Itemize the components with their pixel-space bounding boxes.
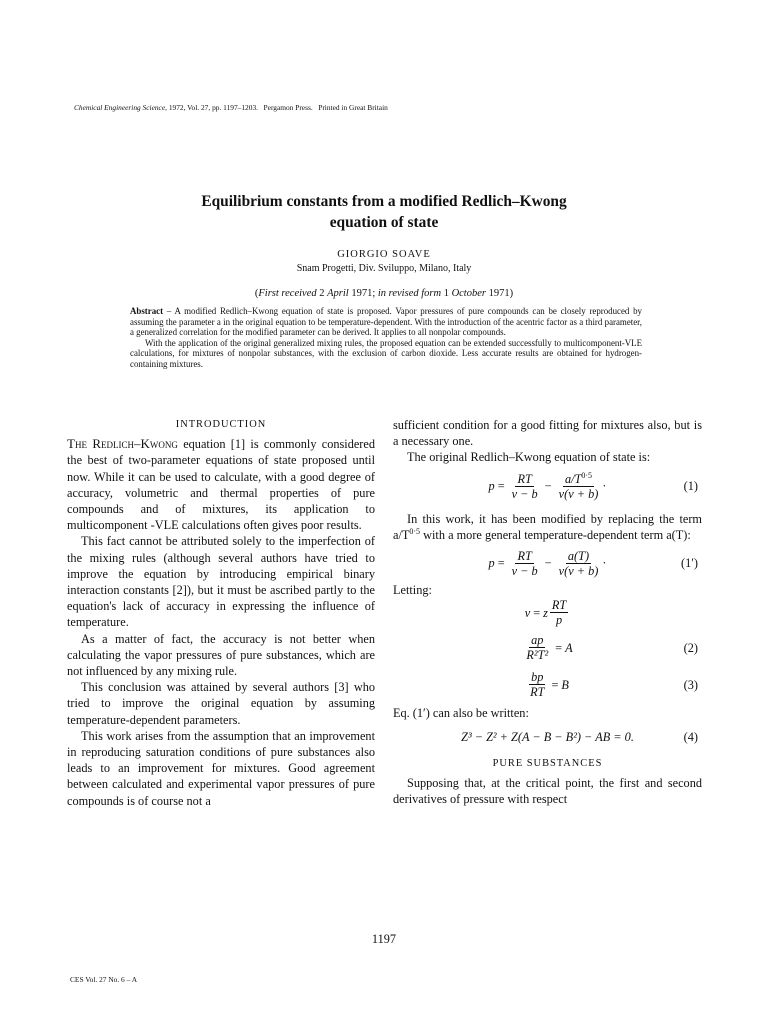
intro-paragraph-4: This conclusion was attained by several authors [3] who tried to improve the original equation by assuming temperature-dependent parameters. <box>67 680 375 727</box>
footer-issue: CES Vol. 27 No. 6 – A <box>70 975 138 984</box>
abstract-paragraph-1: Abstract – A modified Redlich–Kwong equation of state is proposed. Vapor pressures of pure compounds can be closely reproduced by assuming the parameter a in the original equation to be temperature-dependent. With the introduction of the acentric factor as a third parameter, a generalized correlation for the modified parameter can be derived. It applies to all nonpolar compounds. <box>130 306 642 338</box>
left-column <box>67 417 375 809</box>
section-heading-introduction: INTRODUCTION <box>175 419 267 430</box>
author-name: GIORGIO SOAVE <box>337 249 431 260</box>
page-number: 1197 <box>371 932 397 946</box>
journal-printed: Printed in Great Britain <box>318 103 388 112</box>
right-paragraph-3: In this work, it has been modified by replacing the term $a/T^{0\cdot 5}$ with a more general temperature-dependent term a(T): <box>393 511 702 542</box>
journal-publisher: Pergamon Press. <box>263 103 313 112</box>
pure-substances-paragraph: Supposing that, at the critical point, the first and second derivatives of pressure with respect <box>393 775 702 807</box>
equation-2: $\frac{ap}{\text{R²T²}}$ = A (2) <box>526 633 698 663</box>
journal-name: Chemical Engineering Science <box>74 103 166 112</box>
equation-4: Z³ − Z² + Z(A − B − B²) − AB = 0. (4) <box>461 730 698 745</box>
letting-text: Letting: <box>393 583 432 598</box>
intro-paragraph-5: This work arises from the assumption that an improvement in reproducing saturation conditions of pure substances also leads to an improvement for mixtures. Good agreement between calculated and experimental vapor pressures of pure compounds is of course not a <box>67 728 375 808</box>
right-column <box>393 417 702 807</box>
equation-v: v = z $\frac{RT}{p}$ <box>524 598 567 628</box>
author-affiliation: Snam Progetti, Div. Sviluppo, Milano, Italy <box>296 263 472 274</box>
right-paragraph-1: sufficient condition for a good fitting for mixtures also, but is a necessary one. <box>393 418 702 449</box>
intro-paragraph-1: The Redlich–Kwong equation [1] is commonly considered the best of two-parameter equations of state proposed until now. While it can be used to calculate, with a good degree of accuracy, volumetric and thermal properties of pure compounds and of mixtures, its application to multicomponent -VLE calculations often gives poor results. <box>67 436 376 533</box>
abstract <box>130 306 642 370</box>
right-paragraph-2: The original Redlich–Kwong equation of state is: <box>407 450 651 465</box>
equation-number-2: (2) <box>683 640 698 655</box>
equation-3: $\frac{bp}{RT}$ = B (3) <box>530 670 698 700</box>
title-line-2: equation of state <box>329 214 439 231</box>
equation-number-3: (3) <box>683 677 698 692</box>
equation-1-prime: p = $\frac{RT}{v - b}$ − $\frac{a(T)}{v(v + b)}$ · (1′) <box>488 549 698 579</box>
equation-number-1-prime: (1′) <box>680 556 698 571</box>
intro-paragraph-2: This fact cannot be attributed solely to the imperfection of the mixing rules (although several authors have tried to improve the equation by introducing empirical binary interaction constants [2]), but it must be ascribed partly to the equation's lack of accuracy in expressing the influence of temperature. <box>67 534 375 630</box>
received-dates: (First received 2 April 1971; in revised form 1 October 1971) <box>254 288 514 299</box>
journal-details: , 1972, Vol. 27, pp. 1197–1203. <box>165 103 258 112</box>
intro-paragraph-3: As a matter of fact, the accuracy is not better when calculating the vapor pressures of pure substances, which are not influenced by any mixing rule. <box>67 631 375 679</box>
equation-number-1: (1) <box>683 479 698 493</box>
title-line-1: Equilibrium constants from a modified Redlich–Kwong <box>201 193 567 210</box>
equation-number-4: (4) <box>683 730 698 745</box>
paper-title <box>0 191 768 233</box>
abstract-paragraph-2: With the application of the original generalized mixing rules, the proposed equation can be extended successfully to multicomponent-VLE calculations, for mixtures of nonpolar substances, with the exclusion of carbon dioxide. Less accurate results are obtained for hydrogen-containing mixtures. <box>130 337 642 369</box>
equation-1: p = $\frac{RT}{v - b}$ − $\frac{a/T^{0\cdot 5}}{v(v + b)}$ · (1) <box>488 470 698 501</box>
journal-citation <box>74 103 388 112</box>
eq-written-text: Eq. (1′) can also be written: <box>393 706 529 721</box>
abstract-label: Abstract <box>130 306 164 316</box>
section-heading-pure-substances: PURE SUBSTANCES <box>492 757 603 769</box>
